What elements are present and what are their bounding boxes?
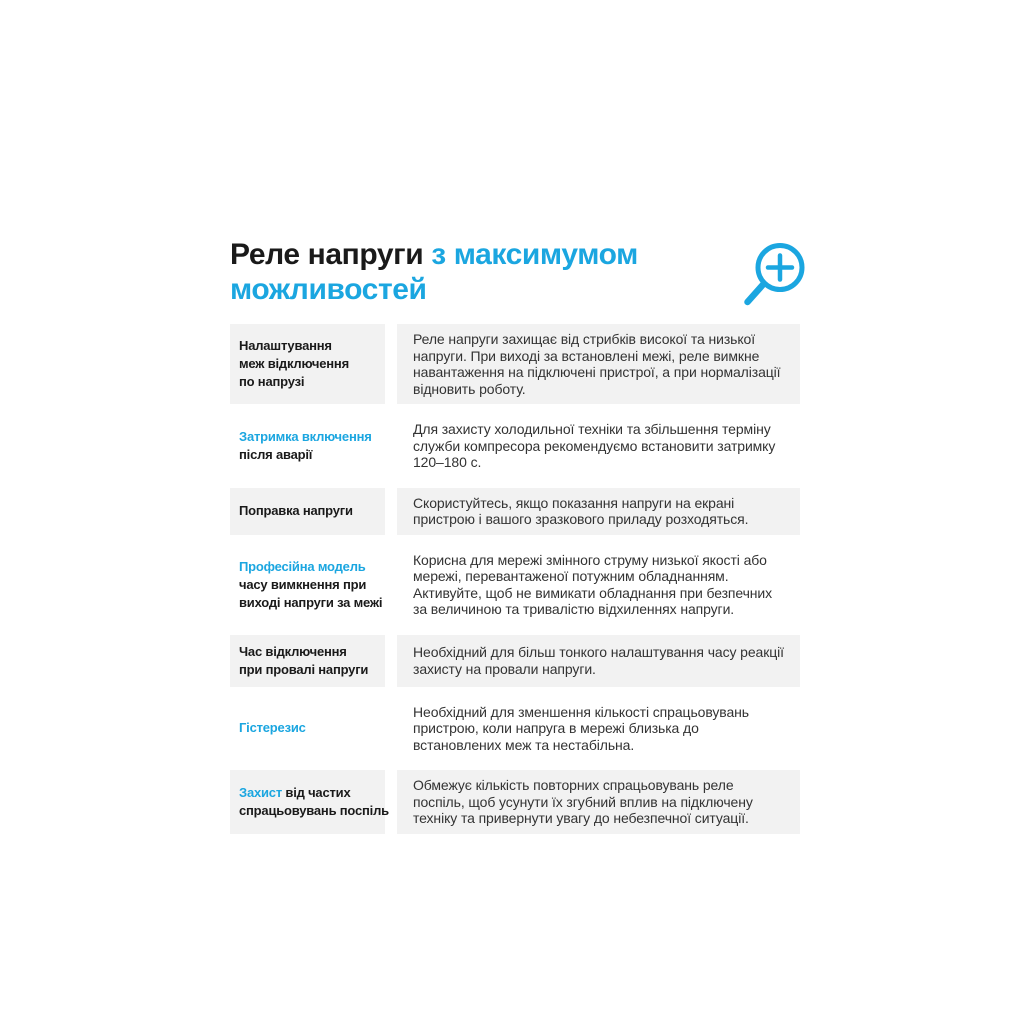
feature-name-line xyxy=(239,661,381,679)
feature-name-text: Налаштування xyxy=(239,338,332,353)
feature-name-line xyxy=(239,337,381,355)
feature-name-text: меж відключення xyxy=(239,356,349,371)
feature-name xyxy=(230,697,385,761)
title-black-part: Реле напруги xyxy=(230,238,432,271)
feature-name-line xyxy=(239,594,381,612)
feature-name-line xyxy=(239,373,381,391)
feature-name-line xyxy=(239,446,381,464)
feature-name xyxy=(230,324,385,404)
feature-description-text: Обмежує кількість повторних спрацьовувань реле поспіль, щоб усунути їх згубний вплив на підключену техніку та привернути увагу до небезпечної ситуації. xyxy=(413,777,753,826)
feature-description-text: Корисна для мережі змінного струму низької якості або мережі, перевантаженої потужним обладнанням. Активуйте, щоб не вимикати обладнання при безпечних за величиною та тривалістю відхиленнях напруги. xyxy=(413,551,773,617)
feature-row xyxy=(230,488,800,535)
feature-description-text: Реле напруги захищає від стрибків високої та низької напруги. При виході за встановлені межі, реле вимкне навантаження на підключені пристрої, а при нормалізації відновить роботу. xyxy=(413,331,781,397)
feature-row xyxy=(230,635,800,687)
magnifier-plus-icon xyxy=(742,242,806,308)
feature-name-line xyxy=(239,802,389,820)
feature-name-accent-text: Гістерезис xyxy=(239,720,306,736)
feature-description xyxy=(397,414,800,478)
page-title xyxy=(230,237,730,307)
feature-name-text: після аварії xyxy=(239,446,313,462)
header xyxy=(230,237,800,308)
feature-name-text: Поправка напруги xyxy=(239,503,353,518)
feature-name-line xyxy=(239,355,381,373)
feature-name-line xyxy=(239,784,381,802)
feature-name-line xyxy=(239,576,381,594)
features-table xyxy=(230,324,800,834)
feature-description xyxy=(397,488,800,535)
feature-description xyxy=(397,635,800,687)
feature-row xyxy=(230,545,800,625)
feature-description xyxy=(397,770,800,834)
feature-name-text: від частих xyxy=(285,784,351,800)
feature-name xyxy=(230,545,385,625)
feature-description-text: Скористуйтесь, якщо показання напруги на екрані пристрою і вашого зразкового приладу розходяться. xyxy=(413,494,749,527)
feature-name-text: виході напруги за межі xyxy=(239,594,383,610)
feature-row xyxy=(230,324,800,404)
feature-description-text: Необхідний для зменшення кількості спрацьовувань пристрою, коли напруга в мережі близька до встановлених меж та нестабільна. xyxy=(413,703,749,753)
feature-name-line xyxy=(239,558,381,576)
feature-name-line xyxy=(239,502,381,520)
feature-name-accent-text: Затримка включення xyxy=(239,428,372,444)
feature-description xyxy=(397,697,800,761)
feature-name xyxy=(230,488,385,535)
feature-row xyxy=(230,770,800,834)
feature-name-text: Час відключення xyxy=(239,643,347,659)
feature-row xyxy=(230,414,800,478)
feature-name xyxy=(230,635,385,687)
feature-name-text: часу вимкнення при xyxy=(239,576,367,592)
feature-name-line xyxy=(239,428,381,446)
feature-name-accent-text: Захист xyxy=(239,784,286,800)
feature-description-text: Необхідний для більш тонкого налаштування часу реакції захисту на провали напруги. xyxy=(413,644,784,677)
feature-row xyxy=(230,697,800,761)
feature-name-line xyxy=(239,643,381,661)
feature-name-text: по напрузі xyxy=(239,374,305,389)
feature-name-text: при провалі напруги xyxy=(239,661,369,677)
title-blue-part: з максимумом можливостей xyxy=(230,238,638,306)
feature-description-text: Для захисту холодильної техніки та збільшення терміну служби компресора рекомендуємо встановити затримку 120–180 с. xyxy=(413,421,776,470)
feature-description xyxy=(397,324,800,404)
feature-name-line xyxy=(239,719,381,737)
feature-name xyxy=(230,770,389,834)
feature-name xyxy=(230,414,385,478)
feature-name-accent-text: Професійна модель xyxy=(239,558,366,574)
page-content xyxy=(230,237,800,834)
feature-description xyxy=(397,545,800,625)
feature-name-text: спрацьовувань поспіль xyxy=(239,802,389,818)
